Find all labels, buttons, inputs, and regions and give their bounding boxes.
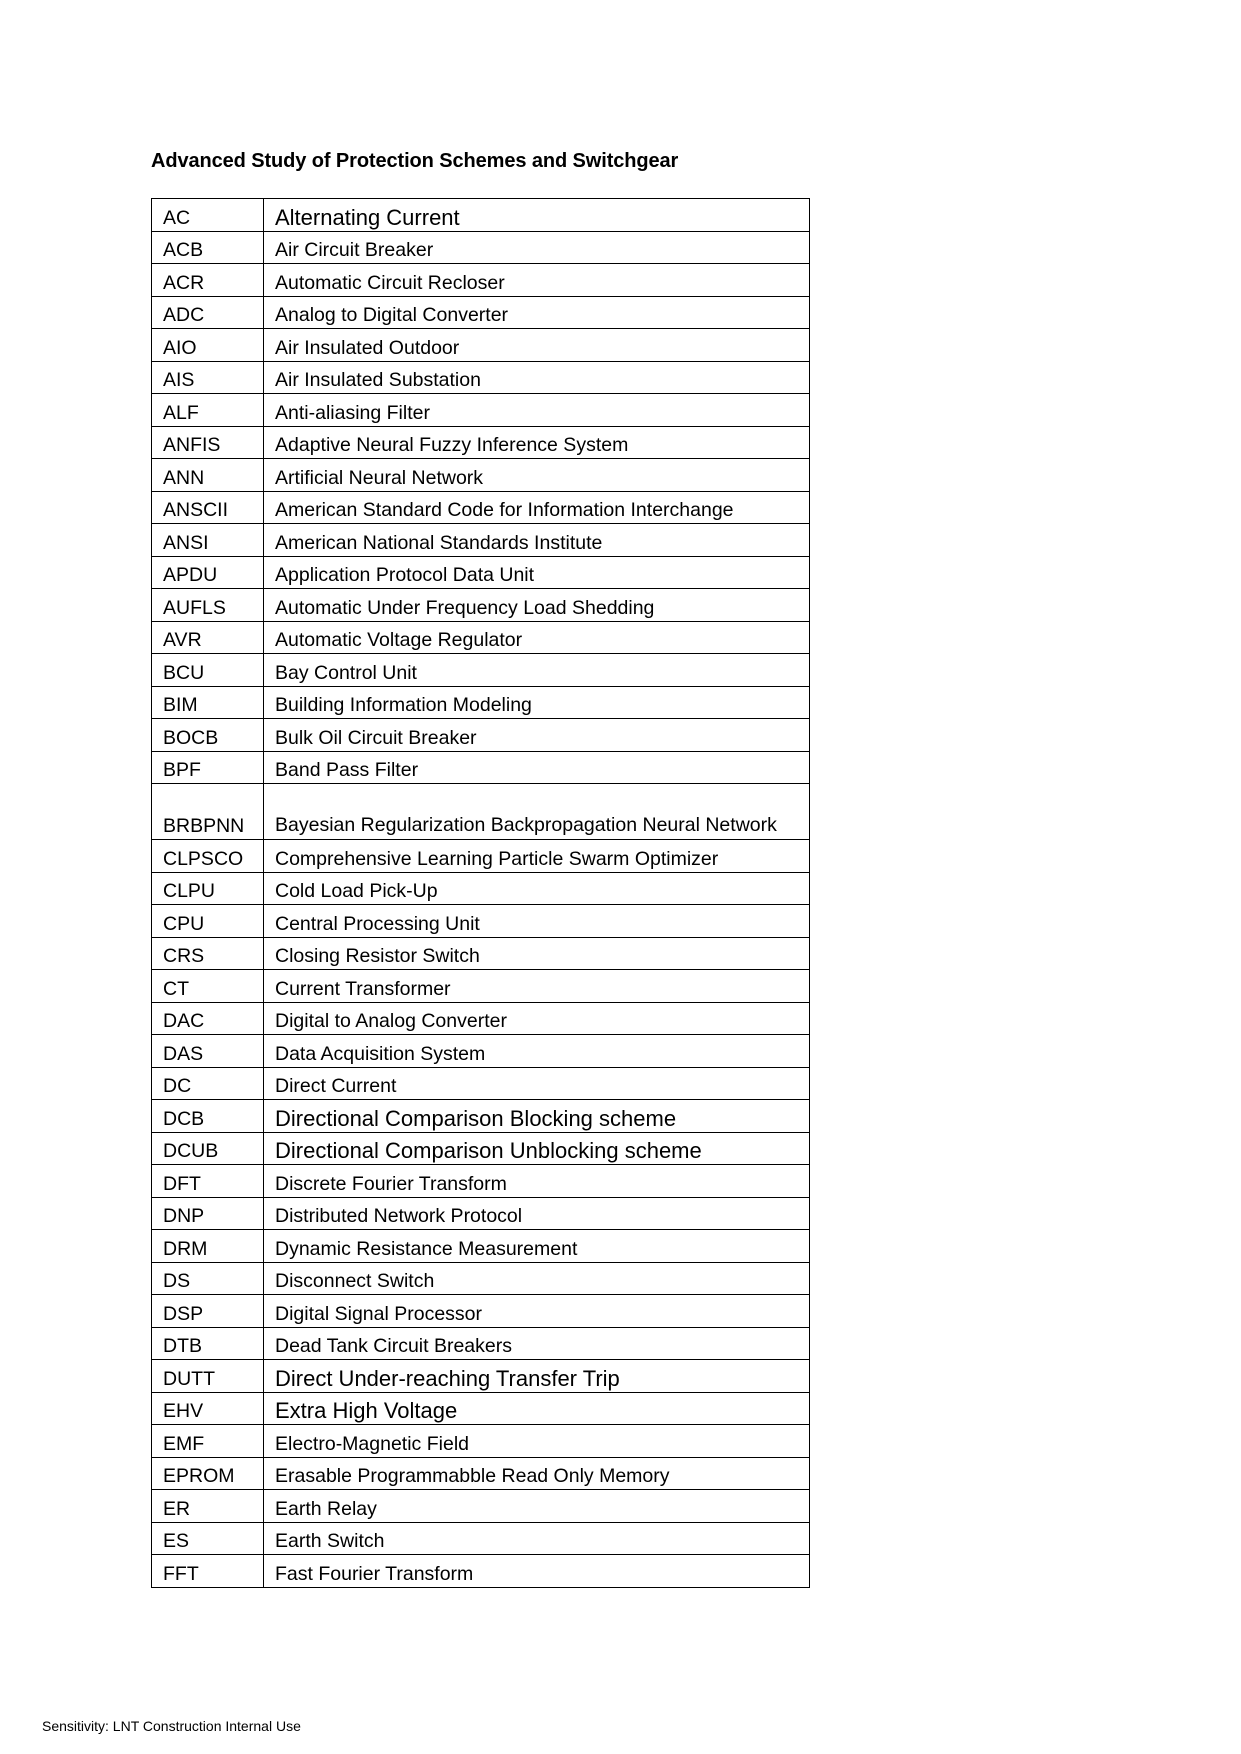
abbreviation-cell: DFT xyxy=(152,1165,264,1198)
table-row xyxy=(152,524,810,557)
table-row xyxy=(152,751,810,784)
abbreviation-cell: DTB xyxy=(152,1327,264,1360)
definition-cell: Adaptive Neural Fuzzy Inference System xyxy=(264,426,810,459)
table-row xyxy=(152,621,810,654)
abbreviation-cell: DCUB xyxy=(152,1132,264,1165)
definition-cell: Alternating Current xyxy=(264,199,810,232)
table-row xyxy=(152,840,810,873)
definition-cell: Earth Relay xyxy=(264,1490,810,1523)
table-row xyxy=(152,1002,810,1035)
definition-cell: Air Insulated Substation xyxy=(264,361,810,394)
table-row xyxy=(152,905,810,938)
definition-cell: Extra High Voltage xyxy=(264,1392,810,1425)
table-row xyxy=(152,426,810,459)
table-row xyxy=(152,1165,810,1198)
table-row xyxy=(152,264,810,297)
abbreviation-cell: CRS xyxy=(152,937,264,970)
table-row xyxy=(152,329,810,362)
table-row xyxy=(152,872,810,905)
definition-cell: Automatic Circuit Recloser xyxy=(264,264,810,297)
abbreviation-cell: CLPSCO xyxy=(152,840,264,873)
table-row xyxy=(152,1360,810,1393)
definition-cell: Bayesian Regularization Backpropagation Neural Network xyxy=(264,784,810,840)
definition-cell: Bulk Oil Circuit Breaker xyxy=(264,719,810,752)
table-row xyxy=(152,1035,810,1068)
definition-cell: Digital Signal Processor xyxy=(264,1295,810,1328)
abbreviation-cell: DSP xyxy=(152,1295,264,1328)
table-row xyxy=(152,361,810,394)
definition-cell: Dynamic Resistance Measurement xyxy=(264,1230,810,1263)
table-row xyxy=(152,1522,810,1555)
abbreviation-cell: DAS xyxy=(152,1035,264,1068)
abbreviation-cell: ER xyxy=(152,1490,264,1523)
table-row xyxy=(152,1490,810,1523)
definition-cell: Automatic Voltage Regulator xyxy=(264,621,810,654)
table-row xyxy=(152,937,810,970)
table-row xyxy=(152,589,810,622)
abbreviation-cell: CLPU xyxy=(152,872,264,905)
abbreviation-cell: EPROM xyxy=(152,1457,264,1490)
table-row xyxy=(152,970,810,1003)
abbreviation-cell: DS xyxy=(152,1262,264,1295)
abbreviation-cell: ANSI xyxy=(152,524,264,557)
abbreviation-cell: ALF xyxy=(152,394,264,427)
table-row xyxy=(152,459,810,492)
abbreviation-cell: BRBPNN xyxy=(152,784,264,840)
definition-cell: Directional Comparison Blocking scheme xyxy=(264,1100,810,1133)
definition-cell: Electro-Magnetic Field xyxy=(264,1425,810,1458)
table-row xyxy=(152,231,810,264)
table-row xyxy=(152,1327,810,1360)
table-row xyxy=(152,784,810,840)
definition-cell: American National Standards Institute xyxy=(264,524,810,557)
definition-cell: Automatic Under Frequency Load Shedding xyxy=(264,589,810,622)
definition-cell: Distributed Network Protocol xyxy=(264,1197,810,1230)
definition-cell: Directional Comparison Unblocking scheme xyxy=(264,1132,810,1165)
definition-cell: Air Insulated Outdoor xyxy=(264,329,810,362)
table-row xyxy=(152,1555,810,1588)
abbreviation-cell: CPU xyxy=(152,905,264,938)
abbreviation-cell: ES xyxy=(152,1522,264,1555)
definition-cell: Anti-aliasing Filter xyxy=(264,394,810,427)
definition-cell: Building Information Modeling xyxy=(264,686,810,719)
abbreviation-cell: APDU xyxy=(152,556,264,589)
table-row xyxy=(152,199,810,232)
table-row xyxy=(152,1230,810,1263)
abbreviation-cell: AIS xyxy=(152,361,264,394)
abbreviation-cell: DUTT xyxy=(152,1360,264,1393)
table-row xyxy=(152,296,810,329)
abbreviation-cell: AIO xyxy=(152,329,264,362)
definition-cell: Direct Current xyxy=(264,1067,810,1100)
abbreviation-cell: ANSCII xyxy=(152,491,264,524)
table-row xyxy=(152,491,810,524)
definition-cell: Band Pass Filter xyxy=(264,751,810,784)
definition-cell: Analog to Digital Converter xyxy=(264,296,810,329)
abbreviation-table-body xyxy=(152,199,810,1588)
definition-cell: Cold Load Pick-Up xyxy=(264,872,810,905)
abbreviation-cell: AC xyxy=(152,199,264,232)
abbreviation-cell: DC xyxy=(152,1067,264,1100)
definition-cell: Air Circuit Breaker xyxy=(264,231,810,264)
definition-cell: Disconnect Switch xyxy=(264,1262,810,1295)
abbreviation-cell: AUFLS xyxy=(152,589,264,622)
definition-cell: Central Processing Unit xyxy=(264,905,810,938)
definition-cell: American Standard Code for Information Interchange xyxy=(264,491,810,524)
table-row xyxy=(152,1392,810,1425)
definition-cell: Comprehensive Learning Particle Swarm Optimizer xyxy=(264,840,810,873)
abbreviation-cell: BIM xyxy=(152,686,264,719)
sensitivity-footer: Sensitivity: LNT Construction Internal Use xyxy=(42,1718,301,1734)
table-row xyxy=(152,686,810,719)
abbreviation-cell: DNP xyxy=(152,1197,264,1230)
table-row xyxy=(152,556,810,589)
definition-cell: Dead Tank Circuit Breakers xyxy=(264,1327,810,1360)
definition-cell: Data Acquisition System xyxy=(264,1035,810,1068)
definition-cell: Fast Fourier Transform xyxy=(264,1555,810,1588)
definition-cell: Earth Switch xyxy=(264,1522,810,1555)
page-title: Advanced Study of Protection Schemes and Switchgear xyxy=(151,150,679,172)
definition-cell: Discrete Fourier Transform xyxy=(264,1165,810,1198)
table-row xyxy=(152,1197,810,1230)
definition-cell: Erasable Programmabble Read Only Memory xyxy=(264,1457,810,1490)
table-row xyxy=(152,1262,810,1295)
abbreviation-cell: ACR xyxy=(152,264,264,297)
abbreviation-cell: CT xyxy=(152,970,264,1003)
abbreviation-cell: ACB xyxy=(152,231,264,264)
abbreviation-cell: DCB xyxy=(152,1100,264,1133)
abbreviation-cell: ADC xyxy=(152,296,264,329)
table-row xyxy=(152,1100,810,1133)
abbreviation-table xyxy=(151,198,810,1588)
abbreviation-cell: AVR xyxy=(152,621,264,654)
table-row xyxy=(152,654,810,687)
abbreviation-cell: BCU xyxy=(152,654,264,687)
definition-cell: Digital to Analog Converter xyxy=(264,1002,810,1035)
definition-cell: Direct Under-reaching Transfer Trip xyxy=(264,1360,810,1393)
definition-cell: Bay Control Unit xyxy=(264,654,810,687)
definition-cell: Closing Resistor Switch xyxy=(264,937,810,970)
abbreviation-cell: FFT xyxy=(152,1555,264,1588)
abbreviation-cell: EHV xyxy=(152,1392,264,1425)
table-row xyxy=(152,1067,810,1100)
abbreviation-cell: BOCB xyxy=(152,719,264,752)
table-row xyxy=(152,1295,810,1328)
table-row xyxy=(152,394,810,427)
abbreviation-cell: EMF xyxy=(152,1425,264,1458)
abbreviation-cell: ANN xyxy=(152,459,264,492)
abbreviation-cell: BPF xyxy=(152,751,264,784)
table-row xyxy=(152,1457,810,1490)
table-row xyxy=(152,719,810,752)
abbreviation-cell: DAC xyxy=(152,1002,264,1035)
definition-cell: Current Transformer xyxy=(264,970,810,1003)
table-row xyxy=(152,1425,810,1458)
definition-cell: Application Protocol Data Unit xyxy=(264,556,810,589)
abbreviation-cell: ANFIS xyxy=(152,426,264,459)
abbreviation-cell: DRM xyxy=(152,1230,264,1263)
definition-cell: Artificial Neural Network xyxy=(264,459,810,492)
table-row xyxy=(152,1132,810,1165)
